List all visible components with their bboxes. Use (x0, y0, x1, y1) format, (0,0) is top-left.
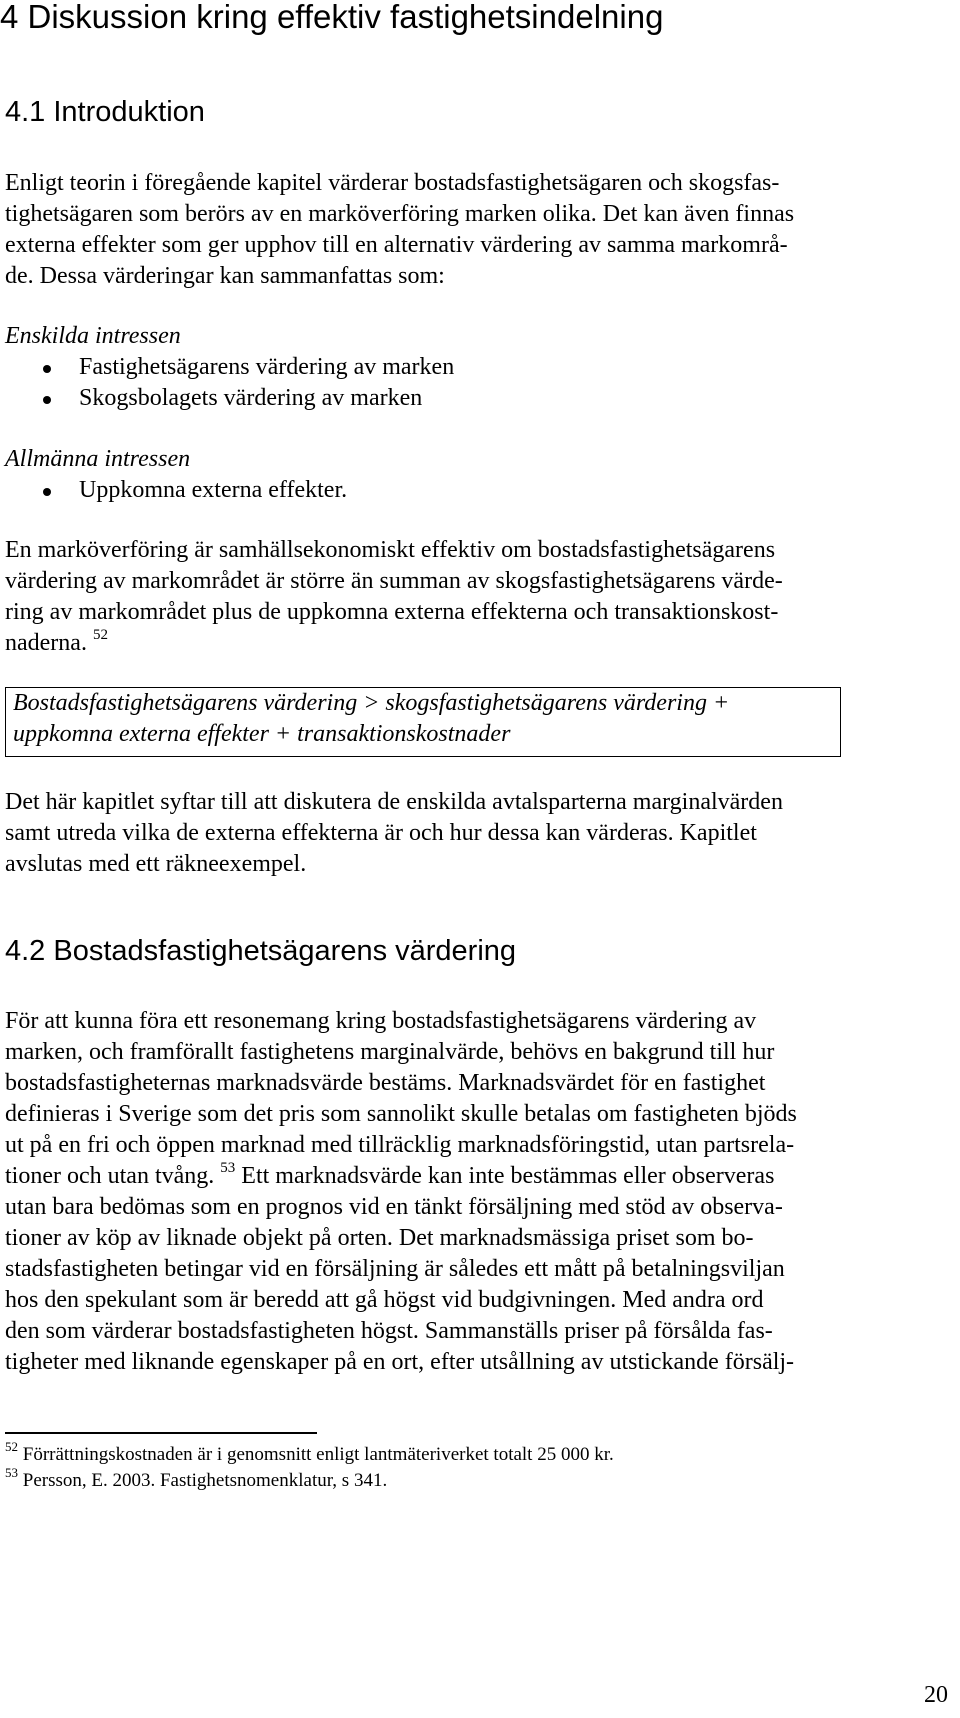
text-line: externa effekter som ger upphov till en alternativ värdering av samma markområ- (5, 232, 788, 258)
text-line: En marköverföring är samhällsekonomiskt effektiv om bostadsfastighetsägarens (5, 537, 776, 563)
page-number: 20 (924, 1682, 948, 1708)
text-line: tioner av köp av liknade objekt på orten. Det marknadsmässiga priset som bo- (5, 1225, 754, 1251)
text-line: definieras i Sverige som det pris som sannolikt skulle betalas om fastigheten bjöds (5, 1101, 797, 1127)
text-line: hos den spekulant som är beredd att gå högst vid budgivningen. Med andra ord (5, 1287, 764, 1313)
bullet-icon (43, 488, 51, 496)
text-line: tioner och utan tvång. $^{53}$ Ett marknadsvärde kan inte bestämmas eller observeras (5, 1160, 775, 1189)
text-line: de. Dessa värderingar kan sammanfattas som: (5, 263, 445, 289)
list-item: Fastighetsägarens värdering av marken (79, 354, 455, 380)
bullet-icon (43, 396, 51, 404)
text-line: ut på en fri och öppen marknad med tillräcklig marknadsföringstid, utan partsrela- (5, 1132, 795, 1158)
chapter-heading: 4 Diskussion kring effektiv fastighetsindelning (0, 0, 664, 35)
list-item: Skogsbolagets värdering av marken (79, 385, 423, 411)
text-line: värdering av markområdet är större än summan av skogsfastighetsägarens värde- (5, 568, 783, 594)
text-line: utan bara bedömas som en prognos vid en tänkt försäljning med stöd av observa- (5, 1194, 783, 1220)
text-line: tighetsägaren som berörs av en marköverföring marken olika. Det kan även finnas (5, 201, 795, 227)
bullet-icon (43, 365, 51, 373)
footnote-ref-52: 52 (92, 627, 108, 643)
private-interests-label: Enskilda intressen (5, 323, 181, 349)
text-line: Det här kapitlet syftar till att diskutera de enskilda avtalsparterna marginalvärden (5, 789, 783, 815)
footnote-ref-53: 53 (220, 1160, 236, 1176)
text-line: stadsfastigheten betingar vid en försäljning är således ett mått på betalningsviljan (5, 1256, 785, 1282)
public-interests-label: Allmänna intressen (5, 446, 191, 472)
text-line: För att kunna föra ett resonemang kring bostadsfastighetsägarens värdering av (5, 1008, 757, 1034)
text-line: den som värderar bostadsfastigheten högst. Sammanställs priser på försålda fas- (5, 1318, 773, 1344)
text-line: marken, och framförallt fastighetens marginalvärde, behövs en bakgrund till hur (5, 1039, 775, 1065)
text-line: bostadsfastigheternas marknadsvärde bestäms. Marknadsvärdet för en fastighet (5, 1070, 766, 1096)
formula-line: uppkomna externa effekter + transaktionskostnader (13, 721, 511, 747)
list-item: Uppkomna externa effekter. (79, 477, 348, 503)
section-heading-4-2: 4.2 Bostadsfastighetsägarens värdering (5, 935, 517, 967)
text-line: Enligt teorin i föregående kapitel värderar bostadsfastighetsägaren och skogsfas- (5, 170, 780, 196)
footnote-53: $^{53}$ Persson, E. 2003. Fastighetsnomenklatur, s 341. (5, 1465, 388, 1491)
footnote-52: $^{52}$ Förrättningskostnaden är i genomsnitt enligt lantmäteriverket totalt 25 000 kr. (5, 1439, 614, 1465)
section-heading-4-1: 4.1 Introduktion (5, 96, 205, 128)
text-line: samt utreda vilka de externa effekterna är och hur dessa kan värderas. Kapitlet (5, 820, 757, 846)
text-line: tigheter med liknande egenskaper på en ort, efter utsållning av utstickande försälj- (5, 1349, 795, 1375)
text-line: ring av markområdet plus de uppkomna externa effekterna och transaktionskost- (5, 599, 779, 625)
formula-line: Bostadsfastighetsägarens värdering > skogsfastighetsägarens värdering + (13, 690, 730, 716)
footnote-divider (5, 1432, 317, 1434)
text-line: naderna. $^{52}$ (5, 627, 108, 656)
text-line: avslutas med ett räkneexempel. (5, 851, 307, 877)
